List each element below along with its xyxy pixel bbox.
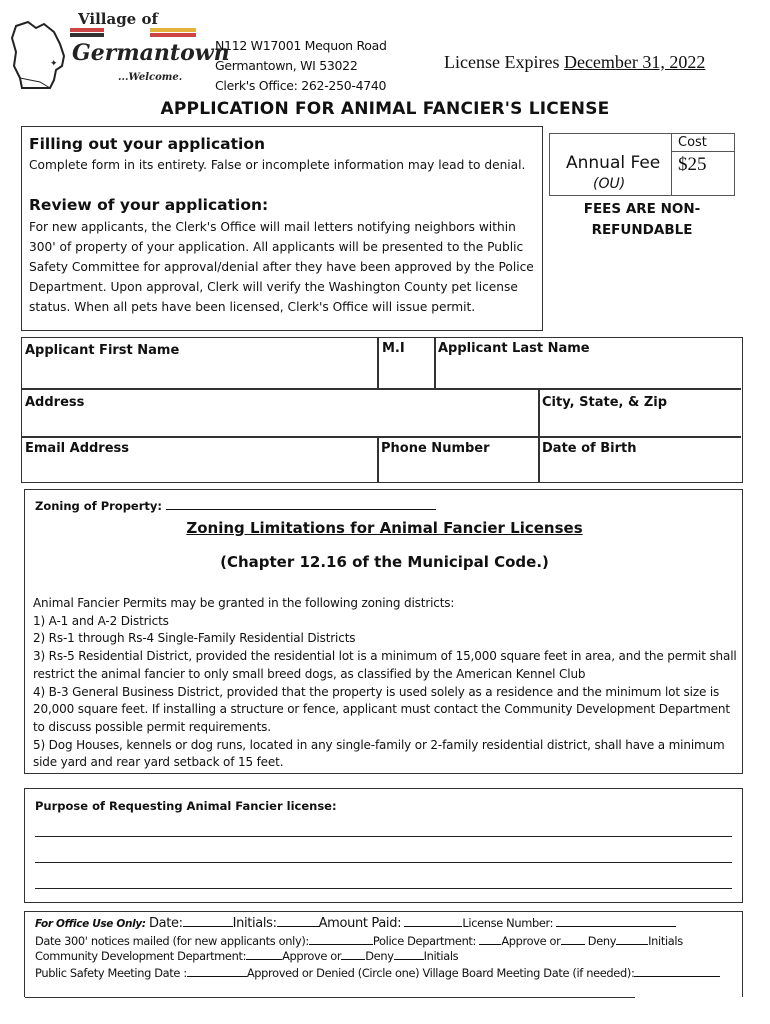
office-board-date-line-end <box>706 967 720 977</box>
fee-annual-label: Annual Fee <box>566 153 661 173</box>
office-community-initials-line[interactable] <box>394 950 424 960</box>
office-amount-line[interactable] <box>404 917 462 927</box>
address-line-1: N112 W17001 Mequon Road <box>215 38 387 53</box>
middle-initial-field[interactable]: M.I <box>382 341 405 356</box>
phone-field[interactable]: Phone Number <box>381 441 490 456</box>
office-row-4 <box>35 966 720 980</box>
office-board-date-line[interactable] <box>634 967 706 977</box>
zoning-item: 3) Rs-5 Residential District, provided the residential lot is a minimum of 15,000 square feet in area, and the permit shall restrict the animal fancier to only small breed dogs, as classified by the American Kennel Club <box>33 649 737 681</box>
office-public-safety-line[interactable] <box>187 967 247 977</box>
review-title: Review of your application: <box>29 196 269 214</box>
office-police-approve-line[interactable] <box>479 935 501 945</box>
purpose-line-2[interactable] <box>35 862 732 863</box>
first-name-field[interactable]: Applicant First Name <box>25 343 180 358</box>
logo-line3: ...Welcome. <box>118 72 183 83</box>
zoning-item: 5) Dog Houses, kennels or dog runs, located in any single-family or 2-family residential district, shall have a minimum side yard and rear yard setback of 15 feet. <box>33 737 725 770</box>
zoning-section <box>24 489 743 774</box>
office-approve-label: Approve or <box>501 934 561 948</box>
filling-text: Complete form in its entirety. False or incomplete information may lead to denial. <box>29 158 526 172</box>
office-use-label: For Office Use Only: <box>35 918 146 930</box>
office-license-line[interactable] <box>556 917 676 927</box>
zoning-intro: Animal Fancier Permits may be granted in the following zoning districts: <box>33 596 455 610</box>
office-initials3-label: Initials <box>423 949 459 963</box>
office-amount-label: Amount Paid: <box>318 916 402 931</box>
page-title: APPLICATION FOR ANIMAL FANCIER'S LICENSE <box>160 99 610 119</box>
fee-note: FEES ARE NON-REFUNDABLE <box>583 201 701 238</box>
office-date-line[interactable] <box>183 917 233 927</box>
email-field[interactable]: Email Address <box>25 441 130 456</box>
office-community-deny-line[interactable] <box>341 950 365 960</box>
village-logo <box>10 8 230 92</box>
last-name-field[interactable]: Applicant Last Name <box>438 341 590 356</box>
office-approve2-label: Approve or <box>282 949 342 963</box>
office-license-label: License Number: <box>462 916 554 930</box>
office-police-initials-line[interactable] <box>616 935 648 945</box>
zoning-property-label: Zoning of Property: <box>35 499 162 513</box>
fee-annual-sub: (OU) <box>593 176 626 192</box>
logo-line1: Village of <box>78 10 158 28</box>
office-initials-label: Initials: <box>232 916 277 931</box>
address-line-3: Clerk's Office: 262-250-4740 <box>215 78 387 93</box>
fee-cost-header: Cost <box>678 135 707 150</box>
expires-label: License Expires <box>444 52 560 72</box>
purpose-line-3[interactable] <box>35 888 732 889</box>
zoning-item: 4) B-3 General Business District, provided that the property is used solely as a residence and the minimum lot size is 20,000 square feet. If installing a structure or fence, applicant must contact the Community Development Department to discuss possible permit requirements. <box>33 684 730 734</box>
zoning-item: 2) Rs-1 through Rs-4 Single-Family Residential Districts <box>33 631 356 646</box>
office-use-section <box>24 911 743 997</box>
review-text: For new applicants, the Clerk's Office will mail letters notifying neighbors within 300' of property of your application. All applicants will be presented to the Public Safety Committee for approval/denial after they have been approved by the Police Department. Upon approval, Clerk will verify the Washington County pet license status. When all pets have been licensed, Clerk's Office will issue permit. <box>29 220 534 314</box>
office-row-3 <box>35 949 458 963</box>
office-deny-label: Deny <box>587 934 617 948</box>
address-field[interactable]: Address <box>25 395 85 410</box>
zoning-body <box>33 595 738 772</box>
office-notices-line[interactable] <box>309 935 373 945</box>
zoning-title: Zoning Limitations for Animal Fancier Licenses <box>186 519 583 537</box>
office-date-label: Date: <box>148 916 183 931</box>
city-state-zip-field[interactable]: City, State, & Zip <box>542 395 668 410</box>
village-address <box>215 36 387 96</box>
filling-title: Filling out your application <box>29 135 266 153</box>
office-row-2 <box>35 934 683 948</box>
office-police-label: Police Department: <box>372 934 477 948</box>
instructions-box <box>21 126 543 331</box>
fee-amount: $25 <box>678 154 707 175</box>
applicant-info-grid <box>21 337 743 483</box>
wisconsin-map-icon <box>12 22 64 88</box>
office-police-deny-line[interactable] <box>561 935 585 945</box>
address-line-2: Germantown, WI 53022 <box>215 58 358 73</box>
logo-line2: Germantown <box>72 40 230 66</box>
office-community-approve-line[interactable] <box>246 950 282 960</box>
zoning-property-line[interactable] <box>166 500 436 510</box>
svg-text:✦: ✦ <box>50 58 58 68</box>
office-deny2-label: Deny <box>365 949 394 963</box>
office-public-safety-label: Public Safety Meeting Date : <box>35 966 187 980</box>
purpose-label: Purpose of Requesting Animal Fancier license: <box>35 799 337 813</box>
office-approved-denied-label: Approved or Denied (Circle one) Village Board Meeting Date (if needed): <box>246 966 635 980</box>
license-expires <box>444 52 705 73</box>
zoning-item: 1) A-1 and A-2 Districts <box>33 613 169 628</box>
purpose-section <box>24 788 743 903</box>
dob-field[interactable]: Date of Birth <box>542 441 637 456</box>
office-initials2-label: Initials <box>648 934 683 948</box>
zoning-property-field[interactable] <box>35 499 436 513</box>
office-initials-line[interactable] <box>277 917 319 927</box>
zoning-subtitle: (Chapter 12.16 of the Municipal Code.) <box>220 553 549 571</box>
office-row-1 <box>35 916 676 931</box>
expires-date: December 31, 2022 <box>563 52 706 72</box>
office-notices-label: Date 300' notices mailed (for new applicants only): <box>35 934 309 948</box>
purpose-line-1[interactable] <box>35 836 732 837</box>
office-community-label: Community Development Department: <box>35 949 247 963</box>
